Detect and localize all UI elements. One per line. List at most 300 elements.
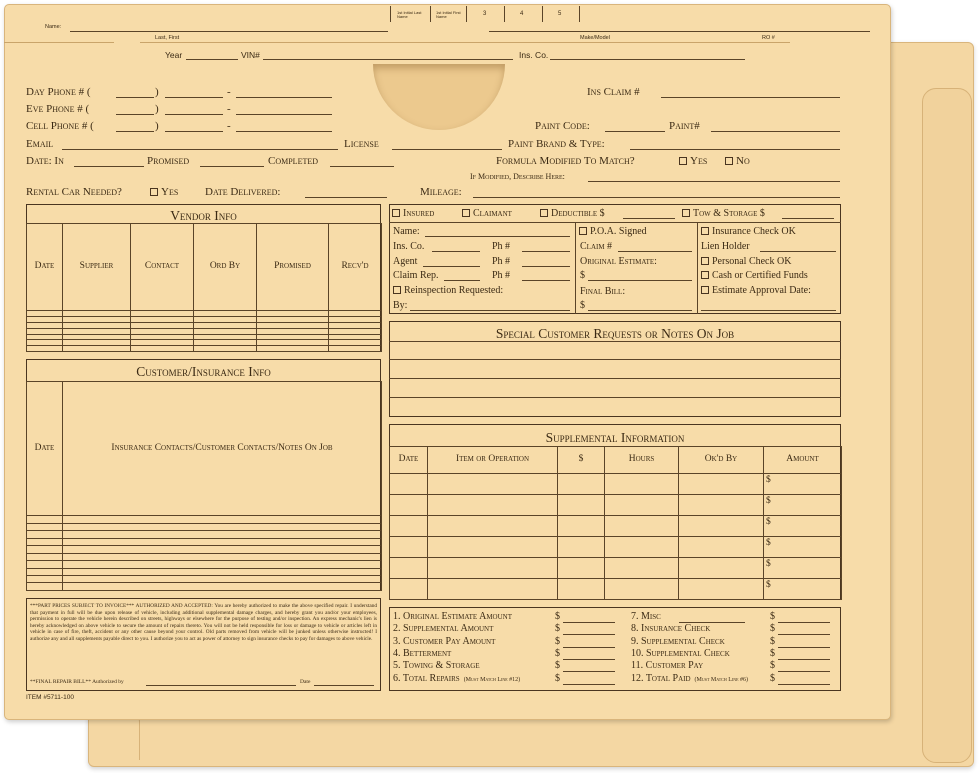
checkbox-icon <box>462 209 470 217</box>
supplemental-cell[interactable] <box>605 473 679 494</box>
special-request-line[interactable] <box>389 359 841 360</box>
claim-rep-line[interactable] <box>444 280 480 281</box>
table-row <box>27 561 382 568</box>
customer-cell[interactable] <box>27 546 63 553</box>
supplemental-cell[interactable] <box>428 557 558 578</box>
total-left-label-2 <box>393 637 495 647</box>
customer-cell[interactable] <box>63 583 382 591</box>
date-in-line[interactable] <box>74 166 144 167</box>
mileage-line[interactable] <box>473 197 840 198</box>
year-line[interactable] <box>186 59 238 60</box>
total-label-text: 12. Total Paid <box>631 672 691 684</box>
total-dollar-sign: $ <box>770 623 775 635</box>
total-right-label-5 <box>631 674 748 684</box>
table-row <box>390 515 842 536</box>
checkbox-icon <box>540 209 548 217</box>
completed-line[interactable] <box>330 166 394 167</box>
customer-cell[interactable] <box>27 538 63 545</box>
ins-co-label: Ins. Co. <box>519 50 549 60</box>
total-dollar-sign: $ <box>770 635 775 647</box>
checkbox-icon <box>725 157 733 165</box>
total-label-text: 5. Towing & Storage <box>393 660 480 672</box>
email-label: Email <box>26 138 54 150</box>
customer-cell[interactable] <box>63 523 382 530</box>
claimant-label: Claimant <box>473 208 512 219</box>
poa-label: P.O.A. Signed <box>590 226 647 237</box>
ins-name-line[interactable] <box>425 236 570 237</box>
customer-insurance-title: Customer/Insurance Info <box>136 364 271 379</box>
customer-cell[interactable] <box>27 531 63 538</box>
total-dollar-sign: $ <box>770 660 775 672</box>
supplemental-cell[interactable] <box>390 557 428 578</box>
checkbox-icon <box>392 209 400 217</box>
tab-divider <box>390 6 391 22</box>
dash: - <box>227 103 231 115</box>
vendor-col-recvd: Recv'd <box>329 224 382 311</box>
supplemental-cell[interactable] <box>390 578 428 599</box>
final-bill-label: Final Bill: <box>580 286 626 297</box>
agent-ph-line[interactable] <box>522 266 570 267</box>
tab-4: 4 <box>520 11 524 17</box>
last-first-label: Last, First <box>155 35 180 41</box>
make-model-label: Make/Model <box>580 35 610 41</box>
total-dollar-sign: $ <box>555 635 560 647</box>
vendor-col-supplier: Supplier <box>63 224 131 311</box>
promised-label: Promised <box>147 155 190 167</box>
checkbox-icon <box>679 157 687 165</box>
checkbox-icon <box>393 286 401 294</box>
vendor-col-date: Date <box>27 224 63 311</box>
total-dollar-sign: $ <box>555 623 560 635</box>
vendor-cell[interactable] <box>63 346 131 352</box>
final-bill-line[interactable] <box>588 310 692 311</box>
total-label-text: 1. Original Estimate Amount <box>393 611 512 622</box>
estimate-approval-line[interactable] <box>701 310 836 311</box>
total-amount-line[interactable] <box>563 622 615 623</box>
vin-line[interactable] <box>263 59 513 60</box>
customer-cell[interactable] <box>27 575 63 582</box>
checkbox-icon <box>579 227 587 235</box>
total-label-text: 10. Supplemental Check <box>631 647 730 659</box>
supplemental-cell[interactable] <box>428 494 558 515</box>
reinspection-label: Reinspection Requested: <box>404 285 504 296</box>
supplemental-cell[interactable] <box>679 494 764 515</box>
paint-num-line[interactable] <box>711 131 840 132</box>
customer-cell[interactable] <box>63 561 382 568</box>
total-label-text: 8. Insurance Check <box>631 623 711 635</box>
total-amount-line[interactable] <box>563 659 615 660</box>
supplemental-rows <box>390 473 842 599</box>
table-row <box>27 531 382 538</box>
supplemental-cell[interactable] <box>558 557 605 578</box>
yes-label: Yes <box>690 155 708 167</box>
supplemental-cell[interactable] <box>428 473 558 494</box>
total-amount-line[interactable] <box>778 671 830 672</box>
ins-co-field-label: Ins. Co. <box>393 241 425 252</box>
supplemental-cell[interactable] <box>605 515 679 536</box>
total-left-label-0 <box>393 612 512 622</box>
customer-cell[interactable] <box>63 538 382 545</box>
tab-initial-last: 1st Initial Last Name <box>397 10 422 19</box>
vendor-cell[interactable] <box>27 346 63 352</box>
item-number: ITEM #5711-100 <box>26 694 74 701</box>
total-right-label-3 <box>631 649 730 659</box>
if-modified-line[interactable] <box>588 181 840 182</box>
special-request-line[interactable] <box>389 378 841 379</box>
ins-check-ok-label: Insurance Check OK <box>712 226 796 237</box>
total-amount-line[interactable] <box>778 659 830 660</box>
supplemental-title: Supplemental Information <box>545 430 685 445</box>
supplemental-cell[interactable] <box>558 494 605 515</box>
claim-rep-ph-label: Ph # <box>492 270 511 281</box>
table-row <box>27 538 382 545</box>
eve-phone-label: Eve Phone # ( <box>26 103 90 115</box>
total-amount-line[interactable] <box>563 684 615 685</box>
cell-phone-prefix[interactable] <box>165 131 223 132</box>
claimant-checkbox[interactable] <box>462 209 512 219</box>
supplemental-cell[interactable] <box>605 536 679 557</box>
customer-cell[interactable] <box>27 553 63 560</box>
table-row <box>390 557 842 578</box>
day-phone-prefix[interactable] <box>165 97 223 98</box>
authorized-date-line[interactable] <box>314 685 374 686</box>
day-phone-area[interactable] <box>116 97 154 98</box>
completed-label: Completed <box>268 155 319 167</box>
cell-phone-area[interactable] <box>116 131 154 132</box>
ins-check-ok-checkbox[interactable] <box>701 227 796 237</box>
supplemental-cell[interactable] <box>558 515 605 536</box>
supplemental-cell[interactable] <box>428 578 558 599</box>
ins-claim-label: Ins Claim # <box>587 86 640 98</box>
paint-num-label: Paint# <box>669 120 700 132</box>
supplemental-cell[interactable] <box>679 557 764 578</box>
ro-line[interactable] <box>760 31 870 32</box>
ins-claim-line[interactable] <box>661 97 840 98</box>
claim-num-label: Claim # <box>580 241 613 252</box>
vendor-cell[interactable] <box>329 346 382 352</box>
supplemental-cell[interactable] <box>558 473 605 494</box>
supplemental-cell[interactable] <box>558 578 605 599</box>
formula-modified-label: Formula Modified To Match? <box>496 155 635 167</box>
special-requests-title: Special Customer Requests or Notes On Job <box>495 326 735 341</box>
paint-brand-label: Paint Brand & Type: <box>508 138 605 150</box>
reinspection-checkbox[interactable] <box>393 286 503 296</box>
claim-rep-label: Claim Rep. <box>393 270 439 281</box>
eve-phone-area[interactable] <box>116 114 154 115</box>
paren-close: ) <box>155 86 159 98</box>
supp-col-date: Date <box>390 447 428 474</box>
formula-yes[interactable] <box>679 156 707 167</box>
total-amount-line[interactable] <box>563 671 615 672</box>
estimate-approval-label: Estimate Approval Date: <box>712 285 811 296</box>
total-dollar-sign: $ <box>770 647 775 659</box>
customer-cell[interactable] <box>63 575 382 582</box>
deductible-label: Deductible $ <box>551 208 605 219</box>
ins-co-line[interactable] <box>550 59 745 60</box>
tab-3: 3 <box>483 11 487 17</box>
total-right-label-0 <box>631 612 661 622</box>
ins-co-ph-label: Ph # <box>492 241 511 252</box>
original-estimate-line[interactable] <box>588 280 692 281</box>
table-row <box>27 553 382 560</box>
customer-cell[interactable] <box>27 568 63 575</box>
customer-cell[interactable] <box>63 568 382 575</box>
customer-rows <box>27 516 382 591</box>
total-label-text: 3. Customer Pay Amount <box>393 635 496 647</box>
poa-checkbox[interactable] <box>579 227 647 237</box>
panel-divider <box>389 222 841 223</box>
email-line[interactable] <box>62 149 338 150</box>
dash: - <box>227 120 231 132</box>
eve-phone-line[interactable] <box>236 114 332 115</box>
customer-cell[interactable] <box>63 531 382 538</box>
table-row <box>27 546 382 553</box>
supplemental-cell[interactable] <box>390 473 428 494</box>
supplemental-cell[interactable] <box>390 494 428 515</box>
total-note: (Must Match Line #12) <box>463 676 521 683</box>
vendor-info-title: Vendor Info <box>170 208 237 223</box>
tab-divider <box>430 6 431 22</box>
tab-initial-first: 1st Initial First Name <box>436 10 461 19</box>
total-amount-line[interactable] <box>778 647 830 648</box>
customer-cell[interactable] <box>27 516 63 523</box>
cash-certified-checkbox[interactable] <box>701 271 808 281</box>
supp-col-item: Item or Operation <box>428 447 558 474</box>
supplemental-cell[interactable]: $ <box>764 536 842 557</box>
table-row <box>27 516 382 523</box>
formula-no[interactable] <box>725 156 750 167</box>
eve-phone-prefix[interactable] <box>165 114 223 115</box>
date-delivered-line[interactable] <box>305 197 387 198</box>
folder-fold-line <box>4 42 114 43</box>
make-model-line[interactable] <box>489 31 789 32</box>
supplemental-cell[interactable] <box>428 536 558 557</box>
total-label-text: 4. Betterment <box>393 647 452 659</box>
table-row <box>390 473 842 494</box>
customer-cell[interactable] <box>27 583 63 591</box>
table-row <box>390 536 842 557</box>
supplemental-cell[interactable] <box>390 536 428 557</box>
total-left-label-5 <box>393 674 520 684</box>
total-dollar-sign: $ <box>555 611 560 622</box>
supplemental-cell[interactable] <box>428 515 558 536</box>
promised-line[interactable] <box>200 166 264 167</box>
total-left-label-3 <box>393 649 451 659</box>
personal-check-label: Personal Check OK <box>712 256 792 267</box>
name-label: Name: <box>45 24 62 30</box>
personal-check-checkbox[interactable] <box>701 257 791 267</box>
authorized-by-line[interactable] <box>146 685 296 686</box>
ro-label: RO # <box>762 35 775 41</box>
claim-rep-ph-line[interactable] <box>522 280 570 281</box>
ins-co-field-line[interactable] <box>432 251 480 252</box>
total-label-text: 11. Customer Pay <box>631 660 704 672</box>
deductible-line[interactable] <box>623 218 675 219</box>
supp-col-amount: Amount <box>764 447 842 474</box>
cell-phone-label: Cell Phone # ( <box>26 120 94 132</box>
day-phone-line[interactable] <box>236 97 332 98</box>
year-label: Year <box>165 50 183 60</box>
vendor-cell[interactable] <box>257 346 329 352</box>
final-bill-authorized-label: **FINAL REPAIR BILL** Authorized by <box>30 679 124 685</box>
total-right-label-1 <box>631 624 710 634</box>
agent-label: Agent <box>393 256 418 267</box>
checkbox-icon <box>701 271 709 279</box>
supplemental-table <box>389 446 842 600</box>
checkbox-icon <box>701 227 709 235</box>
folder-fold-line <box>140 42 790 43</box>
customer-cell[interactable] <box>63 553 382 560</box>
paren-close: ) <box>155 103 159 115</box>
supplemental-cell[interactable]: $ <box>764 473 842 494</box>
table-row <box>27 568 382 575</box>
table-row <box>390 578 842 599</box>
mileage-label: Mileage: <box>420 186 462 198</box>
total-left-label-4 <box>393 661 480 671</box>
customer-col-notes: Insurance Contacts/Customer Contacts/Notes On Job <box>63 382 382 516</box>
name-line[interactable] <box>70 31 388 32</box>
vendor-cell[interactable] <box>131 346 194 352</box>
original-estimate-dollar: $ <box>580 270 585 281</box>
checkbox-icon <box>682 209 690 217</box>
total-label-text: 7. Misc <box>631 611 661 622</box>
by-label: By: <box>393 300 408 311</box>
supplemental-cell[interactable] <box>679 473 764 494</box>
tow-storage-checkbox[interactable] <box>682 209 765 219</box>
misc-line[interactable] <box>679 622 745 623</box>
tab-divider <box>542 6 543 22</box>
total-amount-line[interactable] <box>563 647 615 648</box>
ins-co-ph-line[interactable] <box>522 251 570 252</box>
paint-code-line[interactable] <box>605 131 665 132</box>
customer-insurance-table <box>26 381 382 591</box>
checkbox-icon <box>701 257 709 265</box>
panel-divider <box>697 222 698 314</box>
customer-col-date: Date <box>27 382 63 516</box>
yes-label: Yes <box>161 186 179 198</box>
disclaimer-text: ***PART PRICES SUBJECT TO INVOICE*** AUTHORIZED AND ACCEPTED: You are hereby authorized to make the above specified repair. I understand that payment in full will be due upon release of vehicle, including additional supplemental damage charges, and hereby grant you and/or your employees, permission to operate the vehicle herein described on streets, highways or elsewhere for the purpose of testing and/or inspection. An express mechanic's lien is hereby acknowledged on above vehicle to secure the amount of repairs thereto. You will not be held responsible for loss or damage to vehicle or articles left in vehicle in case of fire, theft, accident or any other cause beyond your control. Old parts removed from vehicle will be junked unless otherwise instructed! I authorize any and all supplements payable direct to you. I authorize you to act as power of attorney to sign insurance checks to pay for damages to above vehicle. <box>30 603 377 643</box>
cash-certified-label: Cash or Certified Funds <box>712 270 808 281</box>
supplemental-cell[interactable] <box>605 578 679 599</box>
paint-code-label: Paint Code: <box>535 120 590 132</box>
total-label-text: 2. Supplemental Amount <box>393 623 494 635</box>
claim-num-line[interactable] <box>618 251 692 252</box>
total-dollar-sign: $ <box>770 672 775 684</box>
cell-phone-line[interactable] <box>236 131 332 132</box>
total-dollar-sign: $ <box>555 660 560 672</box>
tow-storage-line[interactable] <box>782 218 834 219</box>
license-line[interactable] <box>392 149 502 150</box>
supplemental-cell[interactable] <box>605 494 679 515</box>
table-row <box>27 575 382 582</box>
supp-col-hours: Hours <box>605 447 679 474</box>
insured-checkbox[interactable] <box>392 209 434 219</box>
original-estimate-label: Original Estimate: <box>580 256 657 267</box>
supplemental-cell[interactable] <box>390 515 428 536</box>
table-row <box>27 346 382 352</box>
checkbox-icon <box>701 286 709 294</box>
back-folder-pocket <box>922 88 972 763</box>
table-row <box>27 523 382 530</box>
total-left-label-1 <box>393 624 493 634</box>
tab-divider <box>579 6 580 22</box>
special-request-line[interactable] <box>389 341 841 342</box>
customer-cell[interactable] <box>63 546 382 553</box>
total-amount-line[interactable] <box>563 634 615 635</box>
vendor-cell[interactable] <box>194 346 257 352</box>
supplemental-cell[interactable] <box>679 536 764 557</box>
ins-name-label: Name: <box>393 226 420 237</box>
total-right-label-2 <box>631 637 725 647</box>
customer-cell[interactable] <box>63 516 382 523</box>
supplemental-cell[interactable] <box>679 578 764 599</box>
total-label-text: 6. Total Repairs <box>393 672 460 684</box>
total-amount-line[interactable] <box>778 634 830 635</box>
supplemental-cell[interactable]: $ <box>764 494 842 515</box>
vendor-col-ord-by: Ord By <box>194 224 257 311</box>
supplemental-cell[interactable] <box>558 536 605 557</box>
vendor-col-contact: Contact <box>131 224 194 311</box>
supplemental-cell[interactable] <box>679 515 764 536</box>
paint-brand-line[interactable] <box>630 149 840 150</box>
dash: - <box>227 86 231 98</box>
tab-divider <box>466 6 467 22</box>
vendor-col-promised: Promised <box>257 224 329 311</box>
table-row <box>390 494 842 515</box>
estimate-approval-checkbox[interactable] <box>701 286 811 296</box>
if-modified-label: If Modified, Describe Here: <box>470 172 565 181</box>
date-delivered-label: Date Delivered: <box>205 186 281 198</box>
supplemental-cell[interactable]: $ <box>764 557 842 578</box>
tab-divider <box>504 6 505 22</box>
rental-yes[interactable] <box>150 187 178 198</box>
by-line[interactable] <box>410 310 570 311</box>
agent-line[interactable] <box>423 266 480 267</box>
supplemental-cell[interactable] <box>605 557 679 578</box>
lien-holder-line[interactable] <box>760 251 836 252</box>
total-dollar-sign: $ <box>555 672 560 684</box>
supp-col-okd-by: Ok'd By <box>679 447 764 474</box>
date-in-label: Date: In <box>26 155 64 167</box>
tow-storage-label: Tow & Storage $ <box>693 208 765 219</box>
total-right-label-4 <box>631 661 703 671</box>
vendor-rows <box>27 311 382 352</box>
table-row <box>27 583 382 591</box>
supplemental-cell[interactable]: $ <box>764 515 842 536</box>
license-label: License <box>344 138 379 150</box>
vendor-table <box>26 223 382 352</box>
deductible-checkbox[interactable] <box>540 209 605 219</box>
total-amount-line[interactable] <box>778 622 830 623</box>
insured-label: Insured <box>403 208 435 219</box>
day-phone-label: Day Phone # ( <box>26 86 91 98</box>
no-label: No <box>736 155 750 167</box>
total-dollar-sign: $ <box>770 611 775 622</box>
tab-5: 5 <box>558 11 562 17</box>
vin-label: VIN# <box>241 50 260 60</box>
customer-cell[interactable] <box>27 561 63 568</box>
supplemental-cell[interactable]: $ <box>764 578 842 599</box>
panel-divider <box>575 222 576 314</box>
lien-holder-label: Lien Holder <box>701 241 750 252</box>
total-amount-line[interactable] <box>778 684 830 685</box>
special-request-line[interactable] <box>389 397 841 398</box>
authorized-date-label: Date <box>300 679 311 685</box>
customer-cell[interactable] <box>27 523 63 530</box>
supp-col-dollar: $ <box>558 447 605 474</box>
total-note: (Must Match Line #6) <box>694 676 749 683</box>
total-label-text: 9. Supplemental Check <box>631 635 725 647</box>
